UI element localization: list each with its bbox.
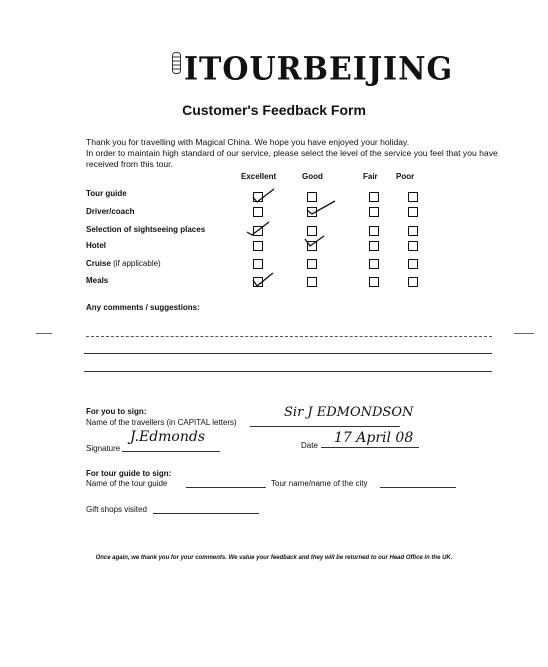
checkbox-driver-excellent[interactable]: [253, 207, 263, 217]
guide-name-label: Name of the tour guide: [86, 479, 168, 488]
signature-line: [122, 451, 220, 452]
company-logo: ITOURBEIJING: [184, 51, 454, 88]
checkbox-meals-good[interactable]: [307, 277, 317, 287]
col-header-excellent: Excellent: [241, 172, 277, 181]
form-title: Customer's Feedback Form: [182, 102, 366, 118]
check-mark-icon: [300, 234, 326, 250]
traveller-name-label: Name of the travellers (in CAPITAL letters): [86, 418, 237, 427]
comment-line[interactable]: [84, 353, 492, 354]
checkbox-tour-guide-fair[interactable]: [369, 192, 379, 202]
checkbox-cruise-poor[interactable]: [408, 259, 418, 269]
check-mark-icon: [248, 187, 276, 205]
checkbox-sightseeing-poor[interactable]: [408, 226, 418, 236]
checkbox-hotel-fair[interactable]: [369, 241, 379, 251]
checkbox-hotel-poor[interactable]: [408, 241, 418, 251]
tour-name-field[interactable]: [380, 487, 456, 488]
intro-text: [86, 137, 516, 170]
checkbox-cruise-good[interactable]: [307, 259, 317, 269]
date-line: [321, 447, 419, 448]
checkbox-tour-guide-poor[interactable]: [408, 192, 418, 202]
guide-name-field[interactable]: [186, 487, 266, 488]
scan-artifact: [36, 333, 52, 334]
row-label-hotel: Hotel: [86, 241, 106, 250]
row-label-tour-guide: Tour guide: [86, 189, 127, 198]
checkbox-sightseeing-fair[interactable]: [369, 226, 379, 236]
tour-name-label: Tour name/name of the city: [271, 479, 368, 488]
row-label-meals: Meals: [86, 276, 109, 285]
checkbox-cruise-fair[interactable]: [369, 259, 379, 269]
checkbox-driver-poor[interactable]: [408, 207, 418, 217]
traveller-name-field[interactable]: Sir J EDMONDSON: [284, 405, 414, 420]
sign-heading: For you to sign:: [86, 407, 147, 416]
intro-line-2: In order to maintain high standard of our service, please select the level of the service you feel that you have received from this tour.: [86, 148, 498, 169]
intro-line-1: Thank you for travelling with Magical China. We hope you have enjoyed your holiday.: [86, 137, 410, 147]
date-field[interactable]: 17 April 08: [334, 430, 414, 446]
row-label-cruise: Cruise (if applicable): [86, 259, 161, 268]
signature-field[interactable]: J.Edmonds: [130, 429, 206, 445]
col-header-fair: Fair: [363, 172, 378, 181]
checkbox-hotel-excellent[interactable]: [253, 241, 263, 251]
footer-note: Once again, we thank you for your comments. We value your feedback and they will be returned to our Head Office in the UK.: [95, 555, 453, 561]
gift-shops-field[interactable]: [153, 513, 259, 514]
check-mark-icon: [249, 271, 275, 289]
guide-heading: For tour guide to sign:: [86, 469, 172, 478]
traveller-name-line: [250, 426, 400, 427]
gift-shops-label: Gift shops visited: [86, 505, 147, 514]
check-mark-icon: [244, 220, 272, 238]
comment-line[interactable]: [84, 371, 492, 372]
checkbox-meals-poor[interactable]: [408, 277, 418, 287]
comments-label: Any comments / suggestions:: [86, 303, 200, 312]
logo-mark-icon: [172, 52, 181, 74]
checkbox-cruise-excellent[interactable]: [253, 259, 263, 269]
checkbox-meals-fair[interactable]: [369, 277, 379, 287]
col-header-poor: Poor: [396, 172, 415, 181]
col-header-good: Good: [302, 172, 323, 181]
check-mark-icon: [303, 198, 337, 218]
row-label-driver: Driver/coach: [86, 207, 135, 216]
comment-line[interactable]: [86, 336, 492, 337]
date-label: Date: [301, 441, 318, 450]
signature-label: Signature: [86, 444, 121, 453]
checkbox-driver-fair[interactable]: [369, 207, 379, 217]
scan-artifact: [514, 333, 534, 334]
row-label-sightseeing: Selection of sightseeing places: [86, 225, 206, 234]
